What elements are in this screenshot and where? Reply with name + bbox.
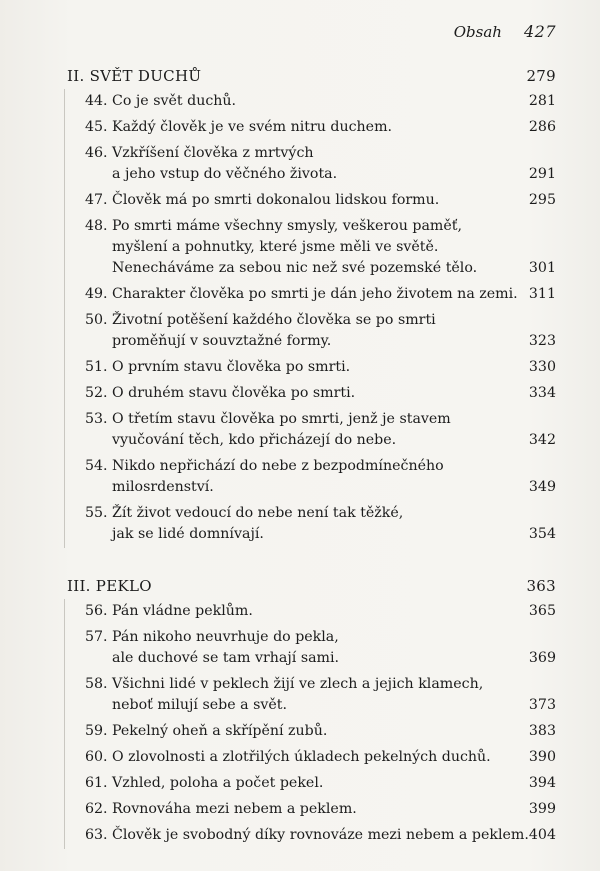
chapter-number: 48. — [85, 218, 108, 234]
chapter-title-line: O třetím stavu člověka po smrti, jenž je stavem — [112, 411, 451, 427]
chapter-title-line: Po smrti máme všechny smysly, veškerou paměť, — [112, 218, 462, 234]
chapter-number: 54. — [85, 458, 108, 474]
chapter-page: 373 — [528, 697, 556, 713]
table-of-contents — [64, 64, 556, 849]
toc-entry — [65, 407, 556, 454]
running-head-title: Obsah — [453, 23, 502, 41]
entry-text — [85, 799, 357, 820]
chapter-page: 295 — [528, 192, 556, 208]
chapter-title-line: O prvním stavu člověka po smrti. — [112, 359, 351, 375]
chapter-title — [112, 310, 436, 352]
chapter-page: 291 — [528, 166, 556, 182]
chapter-title — [112, 216, 477, 279]
chapter-title — [112, 143, 337, 185]
entry-text — [85, 503, 403, 545]
chapter-title — [112, 503, 403, 545]
chapter-title-line: Životní potěšení každého člověka se po smrti — [112, 312, 436, 328]
chapter-title-line: Charakter člověka po smrti je dán jeho životem na zemi. — [112, 286, 518, 302]
entry-text — [85, 409, 451, 451]
chapter-title-line: Nenecháváme za sebou nic než své pozemské tělo. — [112, 260, 478, 276]
chapter-title-line: a jeho vstup do věčného života. — [112, 166, 338, 182]
chapter-page: 404 — [528, 827, 556, 843]
chapter-title — [112, 799, 357, 820]
chapter-title — [112, 627, 339, 669]
chapter-page: 281 — [528, 93, 556, 109]
chapter-title-line: Pán vládne peklům. — [112, 603, 253, 619]
chapter-page: 349 — [528, 479, 556, 495]
entry-text — [85, 627, 339, 669]
entry-text — [85, 825, 529, 846]
chapter-number: 47. — [85, 192, 108, 208]
toc-entry — [65, 115, 556, 141]
chapter-title-line: myšlení a pohnutky, které jsme měli ve světě. — [112, 239, 439, 255]
chapter-number: 46. — [85, 145, 108, 161]
chapter-title — [112, 383, 355, 404]
entry-text — [85, 91, 236, 112]
toc-entry — [65, 719, 556, 745]
chapter-title-line: Všichni lidé v peklech žijí ve zlech a jejich klamech, — [112, 676, 484, 692]
chapter-number: 63. — [85, 827, 108, 843]
chapter-page: 390 — [528, 749, 556, 765]
chapter-page: 394 — [528, 775, 556, 791]
part-page: 363 — [526, 577, 556, 595]
chapter-title — [112, 190, 439, 211]
chapter-title-line: Pekelný oheň a skřípění zubů. — [112, 723, 328, 739]
part-heading — [64, 574, 556, 599]
chapter-title-line: Vzhled, poloha a počet pekel. — [112, 775, 324, 791]
chapter-title — [112, 601, 253, 622]
chapter-number: 62. — [85, 801, 108, 817]
entry-list — [64, 599, 556, 849]
toc-entry — [65, 672, 556, 719]
part-title: II. SVĚT DUCHŮ — [67, 67, 202, 85]
chapter-number: 51. — [85, 359, 108, 375]
entry-text — [85, 747, 491, 768]
chapter-title-line: Člověk má po smrti dokonalou lidskou formu. — [112, 192, 440, 208]
entry-text — [85, 721, 327, 742]
chapter-title-line: Člověk je svobodný díky rovnováze mezi nebem a peklem. — [112, 827, 529, 843]
toc-entry — [65, 188, 556, 214]
chapter-title-line: jak se lidé domnívají. — [112, 526, 264, 542]
entry-text — [85, 456, 444, 498]
chapter-page: 342 — [528, 432, 556, 448]
entry-text — [85, 143, 337, 185]
chapter-number: 50. — [85, 312, 108, 328]
entry-text — [85, 190, 439, 211]
chapter-number: 44. — [85, 93, 108, 109]
chapter-page: 323 — [528, 333, 556, 349]
chapter-title-line: Co je svět duchů. — [112, 93, 237, 109]
toc-entry — [65, 214, 556, 282]
chapter-title-line: proměňují v souvztažné formy. — [112, 333, 332, 349]
chapter-title-line: neboť milují sebe a svět. — [112, 697, 288, 713]
entry-text — [85, 284, 518, 305]
chapter-number: 59. — [85, 723, 108, 739]
toc-entry — [65, 745, 556, 771]
chapter-title — [112, 91, 236, 112]
chapter-page: 301 — [528, 260, 556, 276]
chapter-page: 311 — [528, 286, 556, 302]
toc-entry — [65, 282, 556, 308]
chapter-number: 57. — [85, 629, 108, 645]
chapter-title-line: ale duchové se tam vrhají sami. — [112, 650, 340, 666]
entry-text — [85, 383, 355, 404]
entry-text — [85, 773, 323, 794]
entry-text — [85, 117, 392, 138]
toc-entry — [65, 771, 556, 797]
toc-entry — [65, 141, 556, 188]
chapter-title — [112, 825, 529, 846]
chapter-title-line: Rovnováha mezi nebem a peklem. — [112, 801, 357, 817]
chapter-title — [112, 747, 491, 768]
toc-entry — [65, 599, 556, 625]
running-head — [454, 22, 556, 41]
chapter-number: 52. — [85, 385, 108, 401]
toc-entry — [65, 381, 556, 407]
entry-text — [85, 216, 477, 279]
chapter-title-line: Každý člověk je ve svém nitru duchem. — [112, 119, 393, 135]
chapter-page: 383 — [528, 723, 556, 739]
toc-entry — [65, 454, 556, 501]
toc-entry — [65, 308, 556, 355]
part-spacer — [64, 548, 556, 574]
chapter-page: 399 — [528, 801, 556, 817]
chapter-title-line: milosrdenství. — [112, 479, 214, 495]
chapter-title-line: Žít život vedoucí do nebe není tak těžké, — [112, 505, 404, 521]
part-page: 279 — [526, 67, 556, 85]
part-title: III. PEKLO — [67, 577, 152, 595]
chapter-title — [112, 456, 444, 498]
page-number: 427 — [523, 22, 556, 41]
chapter-number: 53. — [85, 411, 108, 427]
chapter-number: 61. — [85, 775, 108, 791]
chapter-number: 58. — [85, 676, 108, 692]
chapter-page: 365 — [528, 603, 556, 619]
chapter-number: 60. — [85, 749, 108, 765]
entry-text — [85, 357, 350, 378]
entry-text — [85, 310, 436, 352]
chapter-title — [112, 284, 518, 305]
chapter-title-line: O zlovolnosti a zlotřilých úkladech pekelných duchů. — [112, 749, 491, 765]
chapter-title — [112, 721, 327, 742]
chapter-title — [112, 674, 483, 716]
toc-entry — [65, 797, 556, 823]
part-heading — [64, 64, 556, 89]
chapter-number: 45. — [85, 119, 108, 135]
chapter-title-line: vyučování těch, kdo přicházejí do nebe. — [112, 432, 397, 448]
entry-text — [85, 674, 483, 716]
chapter-number: 49. — [85, 286, 108, 302]
chapter-page: 369 — [528, 650, 556, 666]
chapter-title — [112, 357, 350, 378]
chapter-page: 334 — [528, 385, 556, 401]
chapter-title — [112, 773, 323, 794]
chapter-page: 286 — [528, 119, 556, 135]
chapter-title-line: Pán nikoho neuvrhuje do pekla, — [112, 629, 339, 645]
chapter-title — [112, 117, 392, 138]
toc-entry — [65, 355, 556, 381]
chapter-page: 354 — [528, 526, 556, 542]
chapter-title-line: Nikdo nepřichází do nebe z bezpodmínečného — [112, 458, 444, 474]
toc-entry — [65, 501, 556, 548]
entry-text — [85, 601, 253, 622]
chapter-number: 55. — [85, 505, 108, 521]
chapter-title-line: Vzkříšení člověka z mrtvých — [112, 145, 314, 161]
entry-list — [64, 89, 556, 548]
toc-entry — [65, 823, 556, 849]
chapter-title-line: O druhém stavu člověka po smrti. — [112, 385, 356, 401]
chapter-number: 56. — [85, 603, 108, 619]
toc-entry — [65, 625, 556, 672]
toc-entry — [65, 89, 556, 115]
chapter-page: 330 — [528, 359, 556, 375]
chapter-title — [112, 409, 451, 451]
